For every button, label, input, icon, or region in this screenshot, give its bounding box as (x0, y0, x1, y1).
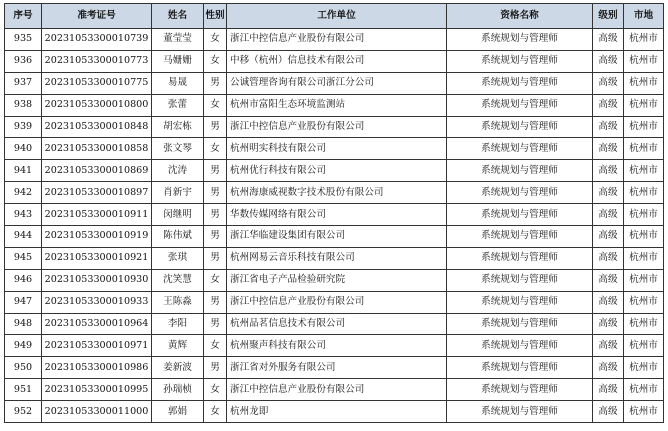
cell-name: 沈涛 (152, 160, 204, 182)
table-row (5, 357, 664, 379)
cell-city: 杭州市 (624, 313, 664, 335)
cell-gender: 男 (204, 313, 227, 335)
cell-qualification: 系统规划与管理师 (447, 160, 593, 182)
cell-employer: 杭州龙即 (227, 401, 447, 423)
cell-gender: 男 (204, 72, 227, 94)
cell-qualification: 系统规划与管理师 (447, 226, 593, 248)
cell-qualification: 系统规划与管理师 (447, 94, 593, 116)
cell-level: 高级 (593, 247, 624, 269)
cell-name: 李阳 (152, 313, 204, 335)
table-row (5, 182, 664, 204)
cell-employer: 杭州品茗信息技术有限公司 (227, 313, 447, 335)
cell-qualification: 系统规划与管理师 (447, 335, 593, 357)
cell-employer: 浙江华临建设集团有限公司 (227, 226, 447, 248)
cell-serial: 940 (5, 138, 42, 160)
registration-table (4, 3, 664, 423)
table-row (5, 335, 664, 357)
cell-gender: 男 (204, 204, 227, 226)
cell-city: 杭州市 (624, 269, 664, 291)
cell-serial: 935 (5, 29, 42, 51)
cell-city: 杭州市 (624, 226, 664, 248)
cell-exam-id: 20231053300010773 (42, 50, 152, 72)
cell-level: 高级 (593, 160, 624, 182)
cell-city: 杭州市 (624, 335, 664, 357)
cell-level: 高级 (593, 182, 624, 204)
cell-city: 杭州市 (624, 379, 664, 401)
table-row (5, 204, 664, 226)
table-row (5, 116, 664, 138)
cell-name: 郭娟 (152, 401, 204, 423)
cell-level: 高级 (593, 269, 624, 291)
cell-gender: 女 (204, 401, 227, 423)
header-level: 级别 (593, 4, 624, 29)
cell-level: 高级 (593, 204, 624, 226)
cell-employer: 浙江中控信息产业股份有限公司 (227, 379, 447, 401)
cell-name: 孙瑞桢 (152, 379, 204, 401)
cell-exam-id: 20231053300010739 (42, 29, 152, 51)
cell-exam-id: 20231053300010897 (42, 182, 152, 204)
cell-employer: 杭州市富阳生态环境监测站 (227, 94, 447, 116)
cell-gender: 女 (204, 94, 227, 116)
cell-exam-id: 20231053300010800 (42, 94, 152, 116)
cell-level: 高级 (593, 379, 624, 401)
cell-city: 杭州市 (624, 401, 664, 423)
cell-serial: 952 (5, 401, 42, 423)
cell-employer: 杭州海康威视数字技术股份有限公司 (227, 182, 447, 204)
cell-serial: 939 (5, 116, 42, 138)
cell-name: 陈伟斌 (152, 226, 204, 248)
cell-name: 易晟 (152, 72, 204, 94)
table-row (5, 72, 664, 94)
cell-employer: 公诚管理咨询有限公司浙江分公司 (227, 72, 447, 94)
header-gender: 性别 (204, 4, 227, 29)
cell-gender: 男 (204, 226, 227, 248)
cell-qualification: 系统规划与管理师 (447, 29, 593, 51)
cell-gender: 男 (204, 357, 227, 379)
cell-qualification: 系统规划与管理师 (447, 72, 593, 94)
cell-serial: 950 (5, 357, 42, 379)
cell-serial: 951 (5, 379, 42, 401)
cell-exam-id: 20231053300010858 (42, 138, 152, 160)
header-qualification: 资格名称 (447, 4, 593, 29)
cell-employer: 杭州网易云音乐科技有限公司 (227, 247, 447, 269)
cell-level: 高级 (593, 401, 624, 423)
cell-gender: 女 (204, 29, 227, 51)
cell-name: 姜新波 (152, 357, 204, 379)
cell-serial: 937 (5, 72, 42, 94)
header-row (5, 4, 664, 29)
cell-name: 黄辉 (152, 335, 204, 357)
cell-level: 高级 (593, 138, 624, 160)
cell-name: 胡宏栋 (152, 116, 204, 138)
cell-exam-id: 20231053300010911 (42, 204, 152, 226)
cell-exam-id: 20231053300010995 (42, 379, 152, 401)
cell-name: 张文琴 (152, 138, 204, 160)
table-row (5, 94, 664, 116)
header-employer: 工作单位 (227, 4, 447, 29)
cell-gender: 女 (204, 335, 227, 357)
cell-level: 高级 (593, 29, 624, 51)
cell-city: 杭州市 (624, 72, 664, 94)
cell-gender: 女 (204, 50, 227, 72)
cell-serial: 948 (5, 313, 42, 335)
cell-qualification: 系统规划与管理师 (447, 313, 593, 335)
cell-employer: 浙江中控信息产业股份有限公司 (227, 29, 447, 51)
cell-level: 高级 (593, 335, 624, 357)
cell-gender: 男 (204, 116, 227, 138)
cell-serial: 941 (5, 160, 42, 182)
cell-employer: 中移（杭州）信息技术有限公司 (227, 50, 447, 72)
cell-exam-id: 20231053300010775 (42, 72, 152, 94)
cell-name: 肖新宇 (152, 182, 204, 204)
cell-employer: 浙江中控信息产业股份有限公司 (227, 291, 447, 313)
cell-qualification: 系统规划与管理师 (447, 204, 593, 226)
cell-exam-id: 20231053300010971 (42, 335, 152, 357)
table-row (5, 160, 664, 182)
cell-name: 董莹莹 (152, 29, 204, 51)
cell-level: 高级 (593, 226, 624, 248)
cell-name: 张琪 (152, 247, 204, 269)
cell-level: 高级 (593, 72, 624, 94)
cell-exam-id: 20231053300010921 (42, 247, 152, 269)
cell-city: 杭州市 (624, 94, 664, 116)
cell-employer: 浙江省对外服务有限公司 (227, 357, 447, 379)
cell-exam-id: 20231053300010986 (42, 357, 152, 379)
cell-gender: 女 (204, 269, 227, 291)
cell-qualification: 系统规划与管理师 (447, 50, 593, 72)
cell-gender: 男 (204, 247, 227, 269)
cell-employer: 浙江中控信息产业股份有限公司 (227, 116, 447, 138)
cell-city: 杭州市 (624, 29, 664, 51)
cell-exam-id: 20231053300010964 (42, 313, 152, 335)
cell-city: 杭州市 (624, 247, 664, 269)
cell-employer: 杭州聚声科技有限公司 (227, 335, 447, 357)
cell-city: 杭州市 (624, 357, 664, 379)
cell-qualification: 系统规划与管理师 (447, 379, 593, 401)
cell-exam-id: 20231053300010919 (42, 226, 152, 248)
cell-level: 高级 (593, 291, 624, 313)
cell-qualification: 系统规划与管理师 (447, 401, 593, 423)
cell-qualification: 系统规划与管理师 (447, 138, 593, 160)
table-row (5, 379, 664, 401)
cell-name: 马姗姗 (152, 50, 204, 72)
cell-exam-id: 20231053300010869 (42, 160, 152, 182)
table-row (5, 226, 664, 248)
cell-gender: 男 (204, 291, 227, 313)
cell-serial: 942 (5, 182, 42, 204)
cell-level: 高级 (593, 116, 624, 138)
cell-qualification: 系统规划与管理师 (447, 247, 593, 269)
header-exam-id: 准考证号 (42, 4, 152, 29)
cell-level: 高级 (593, 357, 624, 379)
table-row (5, 247, 664, 269)
cell-qualification: 系统规划与管理师 (447, 269, 593, 291)
table-row (5, 50, 664, 72)
cell-serial: 947 (5, 291, 42, 313)
cell-city: 杭州市 (624, 138, 664, 160)
cell-exam-id: 20231053300011000 (42, 401, 152, 423)
header-serial: 序号 (5, 4, 42, 29)
cell-name: 沈笑慧 (152, 269, 204, 291)
cell-gender: 女 (204, 138, 227, 160)
cell-gender: 男 (204, 182, 227, 204)
table-row (5, 313, 664, 335)
table-row (5, 401, 664, 423)
cell-exam-id: 20231053300010930 (42, 269, 152, 291)
table-row (5, 29, 664, 51)
cell-serial: 946 (5, 269, 42, 291)
cell-employer: 杭州明实科技有限公司 (227, 138, 447, 160)
cell-exam-id: 20231053300010848 (42, 116, 152, 138)
cell-level: 高级 (593, 313, 624, 335)
cell-city: 杭州市 (624, 160, 664, 182)
cell-employer: 华数传媒网络有限公司 (227, 204, 447, 226)
cell-city: 杭州市 (624, 204, 664, 226)
cell-qualification: 系统规划与管理师 (447, 116, 593, 138)
cell-employer: 浙江省电子产品检验研究院 (227, 269, 447, 291)
cell-qualification: 系统规划与管理师 (447, 291, 593, 313)
header-name: 姓名 (152, 4, 204, 29)
cell-serial: 949 (5, 335, 42, 357)
cell-gender: 男 (204, 160, 227, 182)
cell-level: 高级 (593, 94, 624, 116)
cell-name: 张蕾 (152, 94, 204, 116)
cell-serial: 943 (5, 204, 42, 226)
cell-serial: 938 (5, 94, 42, 116)
cell-qualification: 系统规划与管理师 (447, 182, 593, 204)
cell-city: 杭州市 (624, 182, 664, 204)
cell-serial: 944 (5, 226, 42, 248)
cell-city: 杭州市 (624, 116, 664, 138)
cell-level: 高级 (593, 50, 624, 72)
cell-qualification: 系统规划与管理师 (447, 357, 593, 379)
cell-gender: 女 (204, 379, 227, 401)
table-row (5, 269, 664, 291)
table-row (5, 138, 664, 160)
cell-city: 杭州市 (624, 291, 664, 313)
cell-employer: 杭州优行科技有限公司 (227, 160, 447, 182)
header-city: 市地 (624, 4, 664, 29)
cell-exam-id: 20231053300010933 (42, 291, 152, 313)
cell-name: 闵继明 (152, 204, 204, 226)
table-row (5, 291, 664, 313)
cell-city: 杭州市 (624, 50, 664, 72)
cell-name: 王陈淼 (152, 291, 204, 313)
cell-serial: 945 (5, 247, 42, 269)
cell-serial: 936 (5, 50, 42, 72)
